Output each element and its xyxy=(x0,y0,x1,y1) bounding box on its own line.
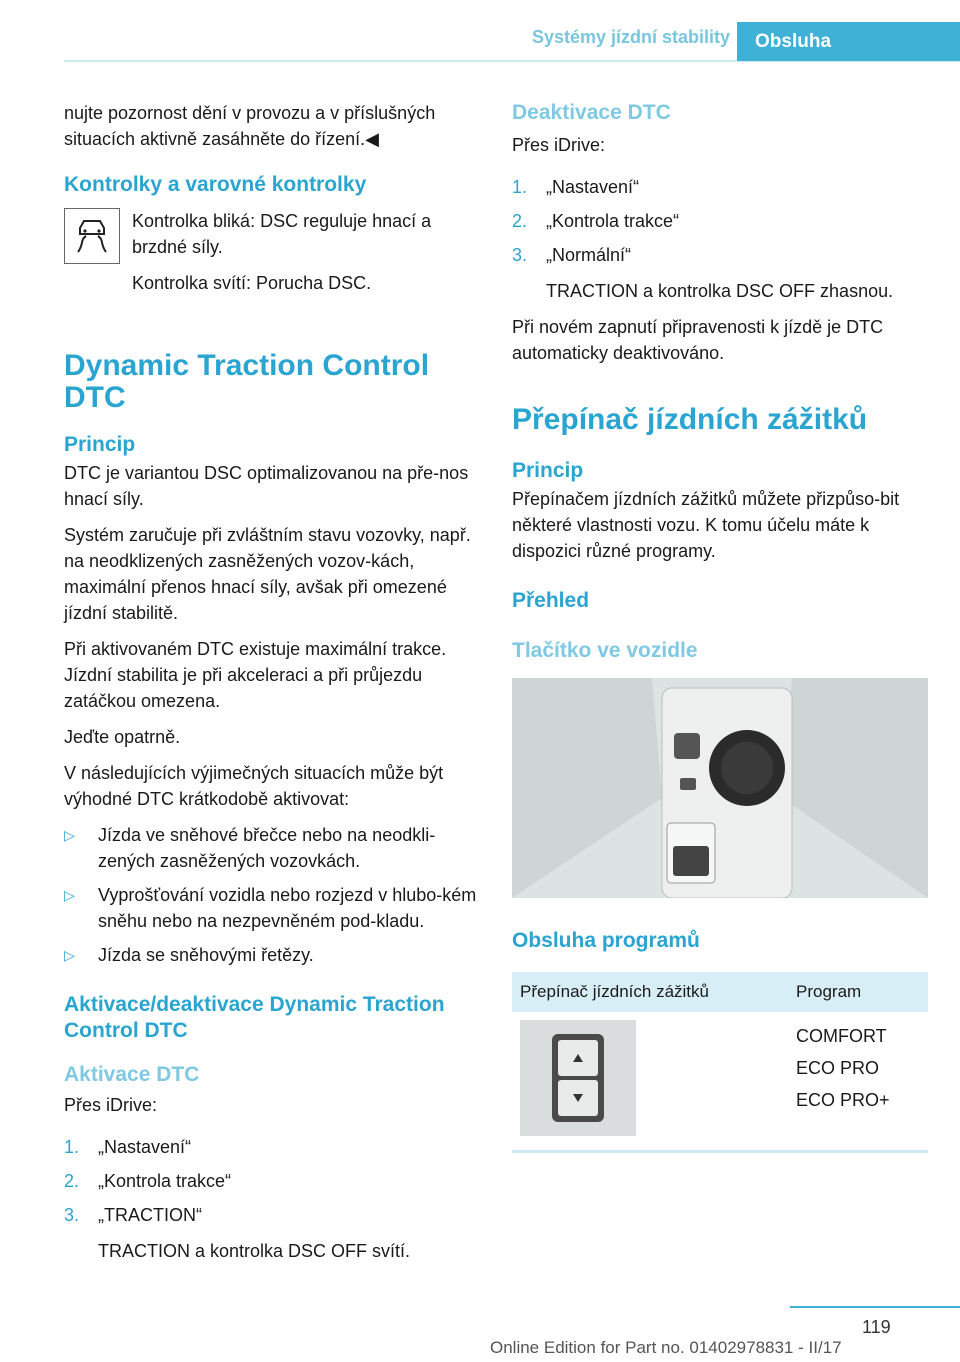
left-column xyxy=(64,100,480,1274)
list-item: 3. „Normální“ xyxy=(512,245,632,265)
situation-list xyxy=(64,822,480,968)
header-tab: Obsluha xyxy=(737,22,960,61)
list-item: ▷ Vyprošťování vozidla nebo rozjezd v hlubo-kém sněhu nebo na nezpevněném pod-kladu. xyxy=(64,882,480,934)
page-number: 119 xyxy=(862,1317,891,1337)
program-eco-pro-plus: ECO PRO+ xyxy=(796,1090,890,1110)
header-section-title: Systémy jízdní stability xyxy=(531,27,730,47)
dtc-paragraph-4: Jeďte opatrně. xyxy=(64,727,181,747)
switch-image-cell xyxy=(512,1012,788,1144)
deaktivace-result: TRACTION a kontrolka DSC OFF zhasnou. xyxy=(546,281,894,301)
triangle-bullet-icon: ▷ xyxy=(64,947,75,963)
prepinac-princip-heading: Princip xyxy=(512,459,584,482)
aktivace-result: TRACTION a kontrolka DSC OFF svítí. xyxy=(98,1241,411,1261)
deaktivace-note: Při novém zapnutí připravenosti k jízdě je DTC automaticky deaktivováno. xyxy=(512,317,884,363)
list-item: 1. „Nastavení“ xyxy=(64,1137,192,1157)
dtc-paragraph-1: DTC je variantou DSC optimalizovanou na pře-nos hnací síly. xyxy=(64,463,469,509)
kontrolky-heading: Kontrolky a varovné kontrolky xyxy=(64,173,367,196)
footer-edition: Online Edition for Part no. 01402978831 - II/17 xyxy=(490,1338,842,1357)
intro-paragraph: nujte pozornost dění v provozu a v příslušných situacích aktivně zasáhněte do řízení.◀ xyxy=(64,103,436,149)
deaktivace-subheading: Deaktivace DTC xyxy=(512,101,671,124)
deaktivace-steps xyxy=(512,174,928,268)
warning-row xyxy=(64,208,480,306)
aktivace-heading: Aktivace/deaktivace Dynamic Traction Control DTC xyxy=(64,993,445,1042)
dtc-paragraph-2: Systém zaručuje při zvláštním stavu vozovky, např. na neodklizených zasněžených vozov-kách, maximální přenos hnací síly, avšak při omezené jízdní stabilitě. xyxy=(64,525,471,623)
list-item: 3. „TRACTION“ xyxy=(64,1205,202,1225)
table-header-row xyxy=(512,972,928,1012)
list-item: 1. „Nastavení“ xyxy=(512,177,640,197)
kontrolka-sviti-text: Kontrolka svítí: Porucha DSC. xyxy=(132,273,372,293)
prepinac-princip-text: Přepínačem jízdních zážitků můžete přizpůso-bit některé vlastnosti vozu. K tomu účelu máte k dispozici různé programy. xyxy=(512,489,900,561)
list-item: 2. „Kontrola trakce“ xyxy=(64,1171,232,1191)
tlacitko-heading: Tlačítko ve vozidle xyxy=(512,639,698,662)
dtc-paragraph-5: V následujících výjimečných situacích může být výhodné DTC krátkodobě aktivovat: xyxy=(64,763,444,809)
right-column xyxy=(512,100,928,1153)
table-row xyxy=(512,1012,928,1144)
console-photo xyxy=(512,678,928,898)
table-header-program: Program xyxy=(788,972,928,1012)
program-table xyxy=(512,972,928,1144)
triangle-bullet-icon: ▷ xyxy=(64,887,75,903)
triangle-bullet-icon: ▷ xyxy=(64,827,75,843)
aktivace-steps xyxy=(64,1134,480,1228)
dtc-paragraph-3: Při aktivovaném DTC existuje maximální trakce. Jízdní stabilita je při akceleraci a při průjezdu zatáčkou omezena. xyxy=(64,639,447,711)
aktivace-pres: Přes iDrive: xyxy=(64,1095,158,1115)
dtc-heading: Dynamic Traction Control DTC xyxy=(64,349,430,414)
footer-rule xyxy=(790,1306,960,1308)
list-item: ▷ Jízda se sněhovými řetězy. xyxy=(64,942,480,968)
list-item: ▷ Jízda ve sněhové břečce nebo na neodkli-zených zasněžených vozovkách. xyxy=(64,822,480,874)
obsluha-heading: Obsluha programů xyxy=(512,929,700,952)
deaktivace-pres: Přes iDrive: xyxy=(512,135,606,155)
aktivace-subheading: Aktivace DTC xyxy=(64,1063,200,1086)
princip-heading: Princip xyxy=(64,433,136,456)
dsc-warning-icon xyxy=(64,208,120,264)
table-bottom-rule xyxy=(512,1150,928,1153)
list-item: 2. „Kontrola trakce“ xyxy=(512,211,680,231)
table-header-switch: Přepínač jízdních zážitků xyxy=(512,972,788,1012)
kontrolka-blika-text: Kontrolka bliká: DSC reguluje hnací a brzdné síly. xyxy=(132,211,432,257)
prehled-heading: Přehled xyxy=(512,589,590,612)
switch-image xyxy=(520,1020,636,1136)
program-comfort: COMFORT xyxy=(796,1026,887,1046)
program-eco-pro: ECO PRO xyxy=(796,1058,880,1078)
prepinac-heading: Přepínač jízdních zážitků xyxy=(512,403,868,436)
programs-cell xyxy=(788,1012,928,1144)
